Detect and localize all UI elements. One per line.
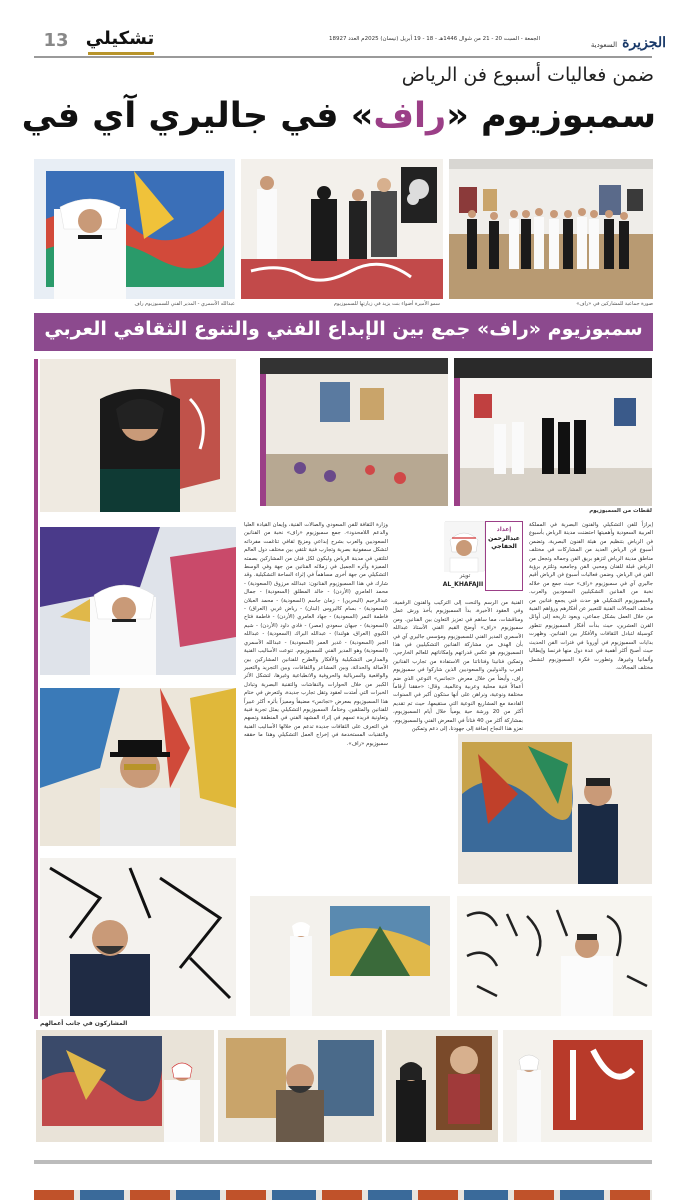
headline (21, 96, 656, 148)
masthead (0, 0, 686, 62)
group-photo-art (449, 159, 653, 299)
director-caption: عبدالله الأسمري - المدير الفني للسمبوزيوم راف (134, 301, 235, 307)
bottom-photo-2 (386, 1030, 498, 1142)
page-number: 13 (43, 30, 69, 51)
princess-visit-photo (241, 159, 443, 299)
author-social-label: تويتر (459, 573, 471, 579)
author-handle[interactable]: AL_KHAFAJII (442, 581, 484, 588)
studio-photo-2 (260, 358, 448, 506)
bottom-photo-1 (503, 1030, 652, 1142)
princess-visit-photo-art (241, 159, 443, 299)
footer-strip (34, 1190, 652, 1200)
subheadline-banner (34, 313, 653, 351)
body-column-right: إبرازاً للفن التشكيلي والفنون البصرية في المملكة العربية السعودية وأهميتها احتضنت مدينة الرياض بأسبوع فن الرياض بتنظيم من هيئة الفنون البصرية، وتضمن أسبوع فن الرياض العديد من المشاركات في مختلف مناطق مدينة الرياض لتزهو بريق الفن وجماله وتجعل من الرياض قبلة للفنان ومحبي الفن وجامعيه وتلتزم برؤية الفن في الرياض. وضمن فعاليات أسبوع فن الرياض أقيم جاليري آي في سمبوزيوم «راف» حيث جمع من خلاله نخبة من الفنانين التشكيليين السعوديين والعرب. والسمبوزيوم التشكيلي هو حدث فني يجمع فنانين من مختلف المجالات الفنية للتعبير عن أفكارهم ورؤاهم الفنية من خلال العمل بشكل جماعي، ويعود تاريخه إلى أوائل القرن العشرين، حيث بدأت أفكار السمبوزيوم تتطور كوسيلة لتبادل الثقافات والأفكار بين الفنانين. وظهرت بدايات السمبوزيوم في أوروبا في فترات الفن الحديث حيث أصبح أكثر أهمية في عدة دول منها فرنسا وإيطاليا وألمانيا وغيرها، وتطورت فكرة السمبوزيوم لتشمل مختلف المجالات. (529, 522, 653, 671)
section-underline (88, 52, 154, 55)
bottom-photo-4-art (36, 1030, 214, 1142)
bottom-photo-1-art (503, 1030, 652, 1142)
studio-photo-2-art (260, 358, 448, 506)
artist-portrait-woman-art (40, 359, 236, 512)
author-name: عبدالرحمن الخفاجي (488, 535, 520, 550)
artist-portrait-woman (40, 359, 236, 512)
headline-accent: راف (373, 96, 447, 136)
director-portrait-art (34, 159, 235, 299)
headline-part1: سمبوزيوم « (446, 96, 656, 136)
artist-portrait-man-beard (40, 858, 236, 1016)
bottom-caption: المشاركون في جانب أعمالهم (40, 1020, 128, 1027)
bottom-photo-2-art (386, 1030, 498, 1142)
painting-with-artist-photo (458, 734, 652, 884)
bottom-photo-4 (36, 1030, 214, 1142)
studio-photo-1-art (454, 358, 652, 506)
author-box (393, 521, 523, 597)
body-column-middle-cont (393, 726, 453, 886)
studio-photo-1 (454, 358, 652, 506)
body-column-middle: الفنية من الرسم والنحت إلى التركيب والفنون الرقمية، وفي العقود الأخيرة، بدأ السمبوزيوم يأخذ ورش عمل ومناقشات، مما ساهم في تعزيز التعاون بين الفنانين. ومن سمبوزيوم «راف» أوضح القيم الفني الأستاذ عبدالله الأسمري المدير الفني للسمبوزيوم ومؤسس جاليري آي في بأن الهدف من مشاركة الفنانين التشكيليين في هذا السمبوزيوم هو عكس قدراتهم وإمكاناتهم للعالم الخارجي، وتمكين فنانينا وفناناتنا من الاستفادة من تجارب الفنانين العرب والدوليين والسعوديين الذين شاركوا في سمبوزيوم راف، وأيضاً من خلال معرض «تجانس» النوعي الذي ضم أعمالاً فنية محلية وعربية وعالمية. وقال: «حققنا أرقاماً مختلفة ونوعية، ونراهن على أنها ستكون أكبر في السنوات القادمة مع المشاريع النوعية التي ستقيمها، حيث تم تقديم أكثر من 20 ورشة حية يومياً خلال أيام السمبوزيوم، بمشاركة أكثر من 40 فناناً في المعرض الفني والسمبوزيوم، نعزو هذا النجاح إضافة إلى جهودنا، إلى دعم وتمكين (393, 600, 524, 733)
artist-portrait-man-ghutra-art (40, 527, 236, 675)
masthead-logo (546, 32, 666, 54)
header-rule (34, 56, 652, 58)
dateline: الجمعة - السبت 20 - 21 من شوال 1446هـ - 18 - 19 أبريل (نيسان) 2025م العدد 18927 (328, 36, 540, 42)
princess-visit-caption: سمو الأميرة أضواء بنت يزيد في زيارتها للسمبوزيوم (333, 301, 440, 307)
left-column-bar (34, 359, 38, 1019)
artist-portrait-man-hat (40, 688, 236, 846)
photos-label: لقطات من السمبوزيوم (589, 508, 652, 514)
director-portrait-photo (34, 159, 235, 299)
group-photo-caption: صورة جماعية للمشاركين في «راف» (576, 301, 653, 307)
artist-portrait-man-hat-art (40, 688, 236, 846)
subheadline: سمبوزيوم «راف» جمع بين الإبداع الفني والتنوع الثقافي العربي (44, 318, 643, 340)
standing-man-painting-photo (250, 896, 450, 1016)
section-name: تشكيلي (85, 28, 155, 49)
author-photo (445, 521, 485, 571)
author-avatar (444, 522, 484, 572)
artist-portrait-man-ghutra (40, 527, 236, 675)
calligraphy-artist-photo (457, 896, 652, 1016)
newspaper-name: الجزيرة (622, 35, 666, 51)
bottom-photo-3-art (218, 1030, 382, 1142)
calligraphy-artist-art (457, 896, 652, 1016)
author-label: إعداد (496, 526, 512, 533)
standing-man-painting-art (250, 896, 450, 1016)
headline-part3: » في جاليري آي في (21, 96, 374, 136)
bottom-photo-3 (218, 1030, 382, 1142)
artist-portrait-man-beard-art (40, 858, 236, 1016)
newspaper-sub: السعودية (590, 41, 618, 49)
group-photo (449, 159, 653, 299)
body-column-left: وزارة الثقافة للفن السعودي والصالات الفنية، وإيمان القيادة العليا والدعم اللامحدود». جمع سمبوزيوم «راف» نخبة من الفنانين السعوديين والعرب بشرح إبداعي ومزيج ثقافي تناغمت مفرداته لتشكل سمفونية بصرية وتجارب فنية تلتقي بين مختلف دول العالم لتلتقي في مدينة الرياض وليكون لكل فنان من المشاركين بصمته المميزة وأثره الجميل في زملائه الفنانين من جهة وفي الوسط التشكيلي من جهة أخرى مساهماً في إثراء الساحة التشكيلية. وقد شارك في هذا السمبوزيوم الفنانون: عبدالله مرزوق (السعودية) - محمد العامري (الأردن) - خالد المطلق (السعودية) - جمال عبدالرحيم (البحرين) - زمان جاسم (السعودية) - محمد العبلان (السعودية) - بسام كاليروس (لبنان) - رياض غربي (العراق) - فاطمة النمر (السعودية) - جهاد العامري (الأردن) - فاطمة فتاح (السعودية) - جيهان سعودي (مصر) - فادي داود (الأردن) - شيم الكبوي (العراق، هولندا) - عبدالله البراك (السعودية) - عبدالله الجبر (السعودية) - غدير العمر (السعودية) - عبدالله الأسمري (السعودية) وهو المدير الفني للسمبوزيوم. تنوعت الأساليب الفنية والمدارس التشكيلية والأفكار والطرح للفنانين المشاركين بين الأصالة والحداثة، وبين المشاعر والثقافات، وبين التجريد والتعبير والواقعية والسريالية والحروفية والانطباعية وغيرها، لتشكل الأثر الكبير من خلال الحوارات والنقاشات والتقنية البصرية وتبادل الخبرات التي أمتدت لعقود وتقل تجارب جديدة، ولتعرض في ختام هذا السمبوزيوم بمعرض «تجانس» مضيفاً ومميزاً بأثره أكثر عبيراً للفنانين والمتلقين. وختاماً، السمبوزيوم التشكيلي يمثل تجربة فنية وتعاونية فريدة تسهم في إثراء المشهد الفني في المنطقة وتسهم في التعرف على الثقافات جديدة تدعم من خلالها الأساليب الفنية والتقنيات المستخدمة في إخراج العمل التشكيلي وهذا ما حققه سمبوزيوم «راف». (244, 522, 388, 747)
kicker: ضمن فعاليات أسبوع فن الرياض (401, 64, 654, 86)
footer-rule (34, 1160, 652, 1164)
painting-with-artist-art (458, 734, 652, 884)
